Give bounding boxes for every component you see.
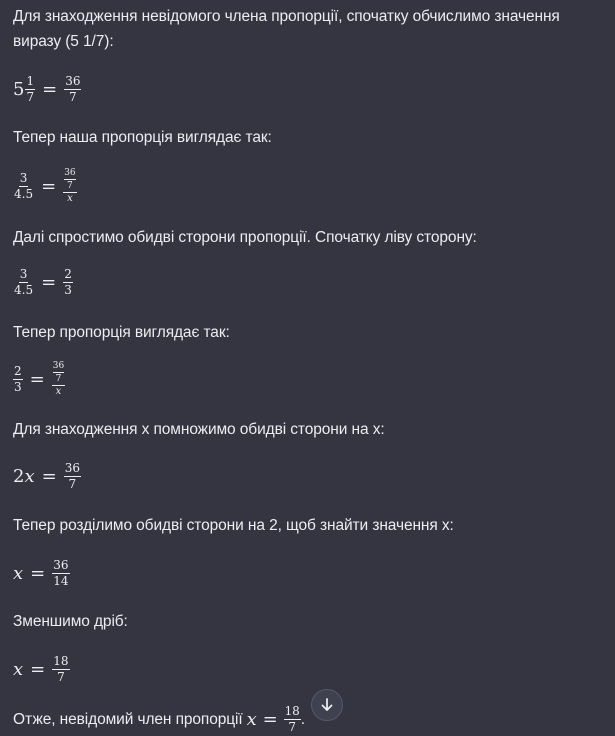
message-paragraph: Тепер наша пропорція виглядає так: — [13, 129, 272, 146]
fraction-numerator: 2 — [14, 363, 22, 378]
math-block — [13, 268, 73, 297]
equals-sign: = — [41, 272, 57, 293]
math-fraction — [63, 268, 73, 297]
equals-sign: = — [30, 659, 46, 680]
fraction-denominator: 7 — [26, 90, 35, 104]
fraction-numerator: 3 — [19, 267, 28, 281]
final-text: Отже, невідомий член пропорції — [13, 711, 243, 728]
math-variable: x — [246, 709, 257, 730]
fraction-denominator: 3 — [64, 283, 72, 297]
math-fraction — [13, 172, 34, 201]
fraction-numerator — [63, 168, 76, 193]
message-paragraph: Для знаходження невідомого члена пропорції, спочатку обчислимо значення виразу (5 1/7): — [13, 8, 560, 50]
inline-math — [247, 705, 301, 734]
math-fraction — [25, 75, 35, 104]
fraction-numerator: 18 — [284, 704, 300, 718]
message-paragraph: Тепер пропорція виглядає так: — [13, 324, 230, 341]
math-whole-number: 5 — [13, 79, 25, 100]
fraction-denominator: 7 — [55, 374, 62, 384]
math-fraction — [13, 365, 23, 394]
message-paragraph: Зменшимо дріб: — [13, 613, 128, 630]
math-coefficient: 2 — [13, 466, 25, 487]
math-fraction — [284, 705, 301, 734]
arrow-down-icon — [319, 697, 335, 713]
fraction-denominator: 4.5 — [14, 186, 34, 201]
equals-sign: = — [30, 563, 46, 584]
math-variable: x — [13, 659, 24, 680]
math-fraction — [64, 462, 81, 491]
message-paragraph: Для знаходження x помножимо обидві сторони на x: — [13, 421, 385, 438]
math-block — [13, 361, 65, 397]
fraction-numerator: 36 — [64, 461, 80, 475]
equals-sign: = — [42, 79, 58, 100]
math-fraction — [64, 168, 75, 191]
fraction-numerator: 3 — [19, 170, 28, 185]
math-complex-fraction — [63, 168, 76, 204]
math-variable: x — [13, 563, 24, 584]
math-block — [13, 559, 70, 588]
message-paragraph: Далі спростимо обидві сторони пропорції. Спочатку ліву сторону: — [13, 229, 477, 246]
final-period: . — [300, 711, 305, 728]
fraction-numerator: 36 — [64, 168, 76, 178]
fraction-numerator: 18 — [53, 654, 69, 668]
math-fraction — [52, 655, 69, 684]
message-paragraph-final — [13, 705, 603, 734]
math-complex-fraction — [52, 361, 65, 397]
message-paragraph: Тепер розділимо обидві сторони на 2, щоб знайти значення x: — [13, 517, 454, 534]
math-fraction — [13, 268, 34, 297]
fraction-numerator: 36 — [53, 558, 69, 572]
fraction-denominator: 7 — [288, 720, 296, 734]
math-block — [13, 75, 81, 104]
fraction-denominator: 7 — [67, 181, 73, 191]
fraction-denominator: 3 — [14, 379, 22, 394]
fraction-numerator: 36 — [52, 361, 65, 371]
equals-sign: = — [41, 175, 57, 197]
fraction-numerator: 36 — [65, 74, 81, 88]
fraction-numerator: 2 — [64, 267, 72, 281]
math-block — [13, 462, 81, 491]
equals-sign: = — [262, 709, 278, 730]
fraction-denominator: 14 — [53, 574, 69, 588]
fraction-denominator: 7 — [69, 90, 77, 104]
equals-sign: = — [41, 466, 57, 487]
fraction-numerator: 1 — [26, 74, 35, 88]
math-fraction — [53, 361, 64, 384]
fraction-denominator: 7 — [57, 670, 65, 684]
fraction-numerator — [52, 361, 65, 386]
fraction-denominator: 4.5 — [14, 283, 34, 297]
math-fraction — [64, 75, 81, 104]
equals-sign: = — [29, 368, 45, 390]
math-fraction — [52, 559, 69, 588]
math-variable: x — [24, 466, 35, 487]
math-block — [13, 655, 70, 684]
math-block — [13, 168, 77, 204]
fraction-denominator: x — [55, 386, 62, 397]
scroll-to-bottom-button[interactable] — [311, 689, 343, 721]
fraction-denominator: 7 — [68, 477, 77, 491]
fraction-denominator: x — [67, 193, 73, 204]
